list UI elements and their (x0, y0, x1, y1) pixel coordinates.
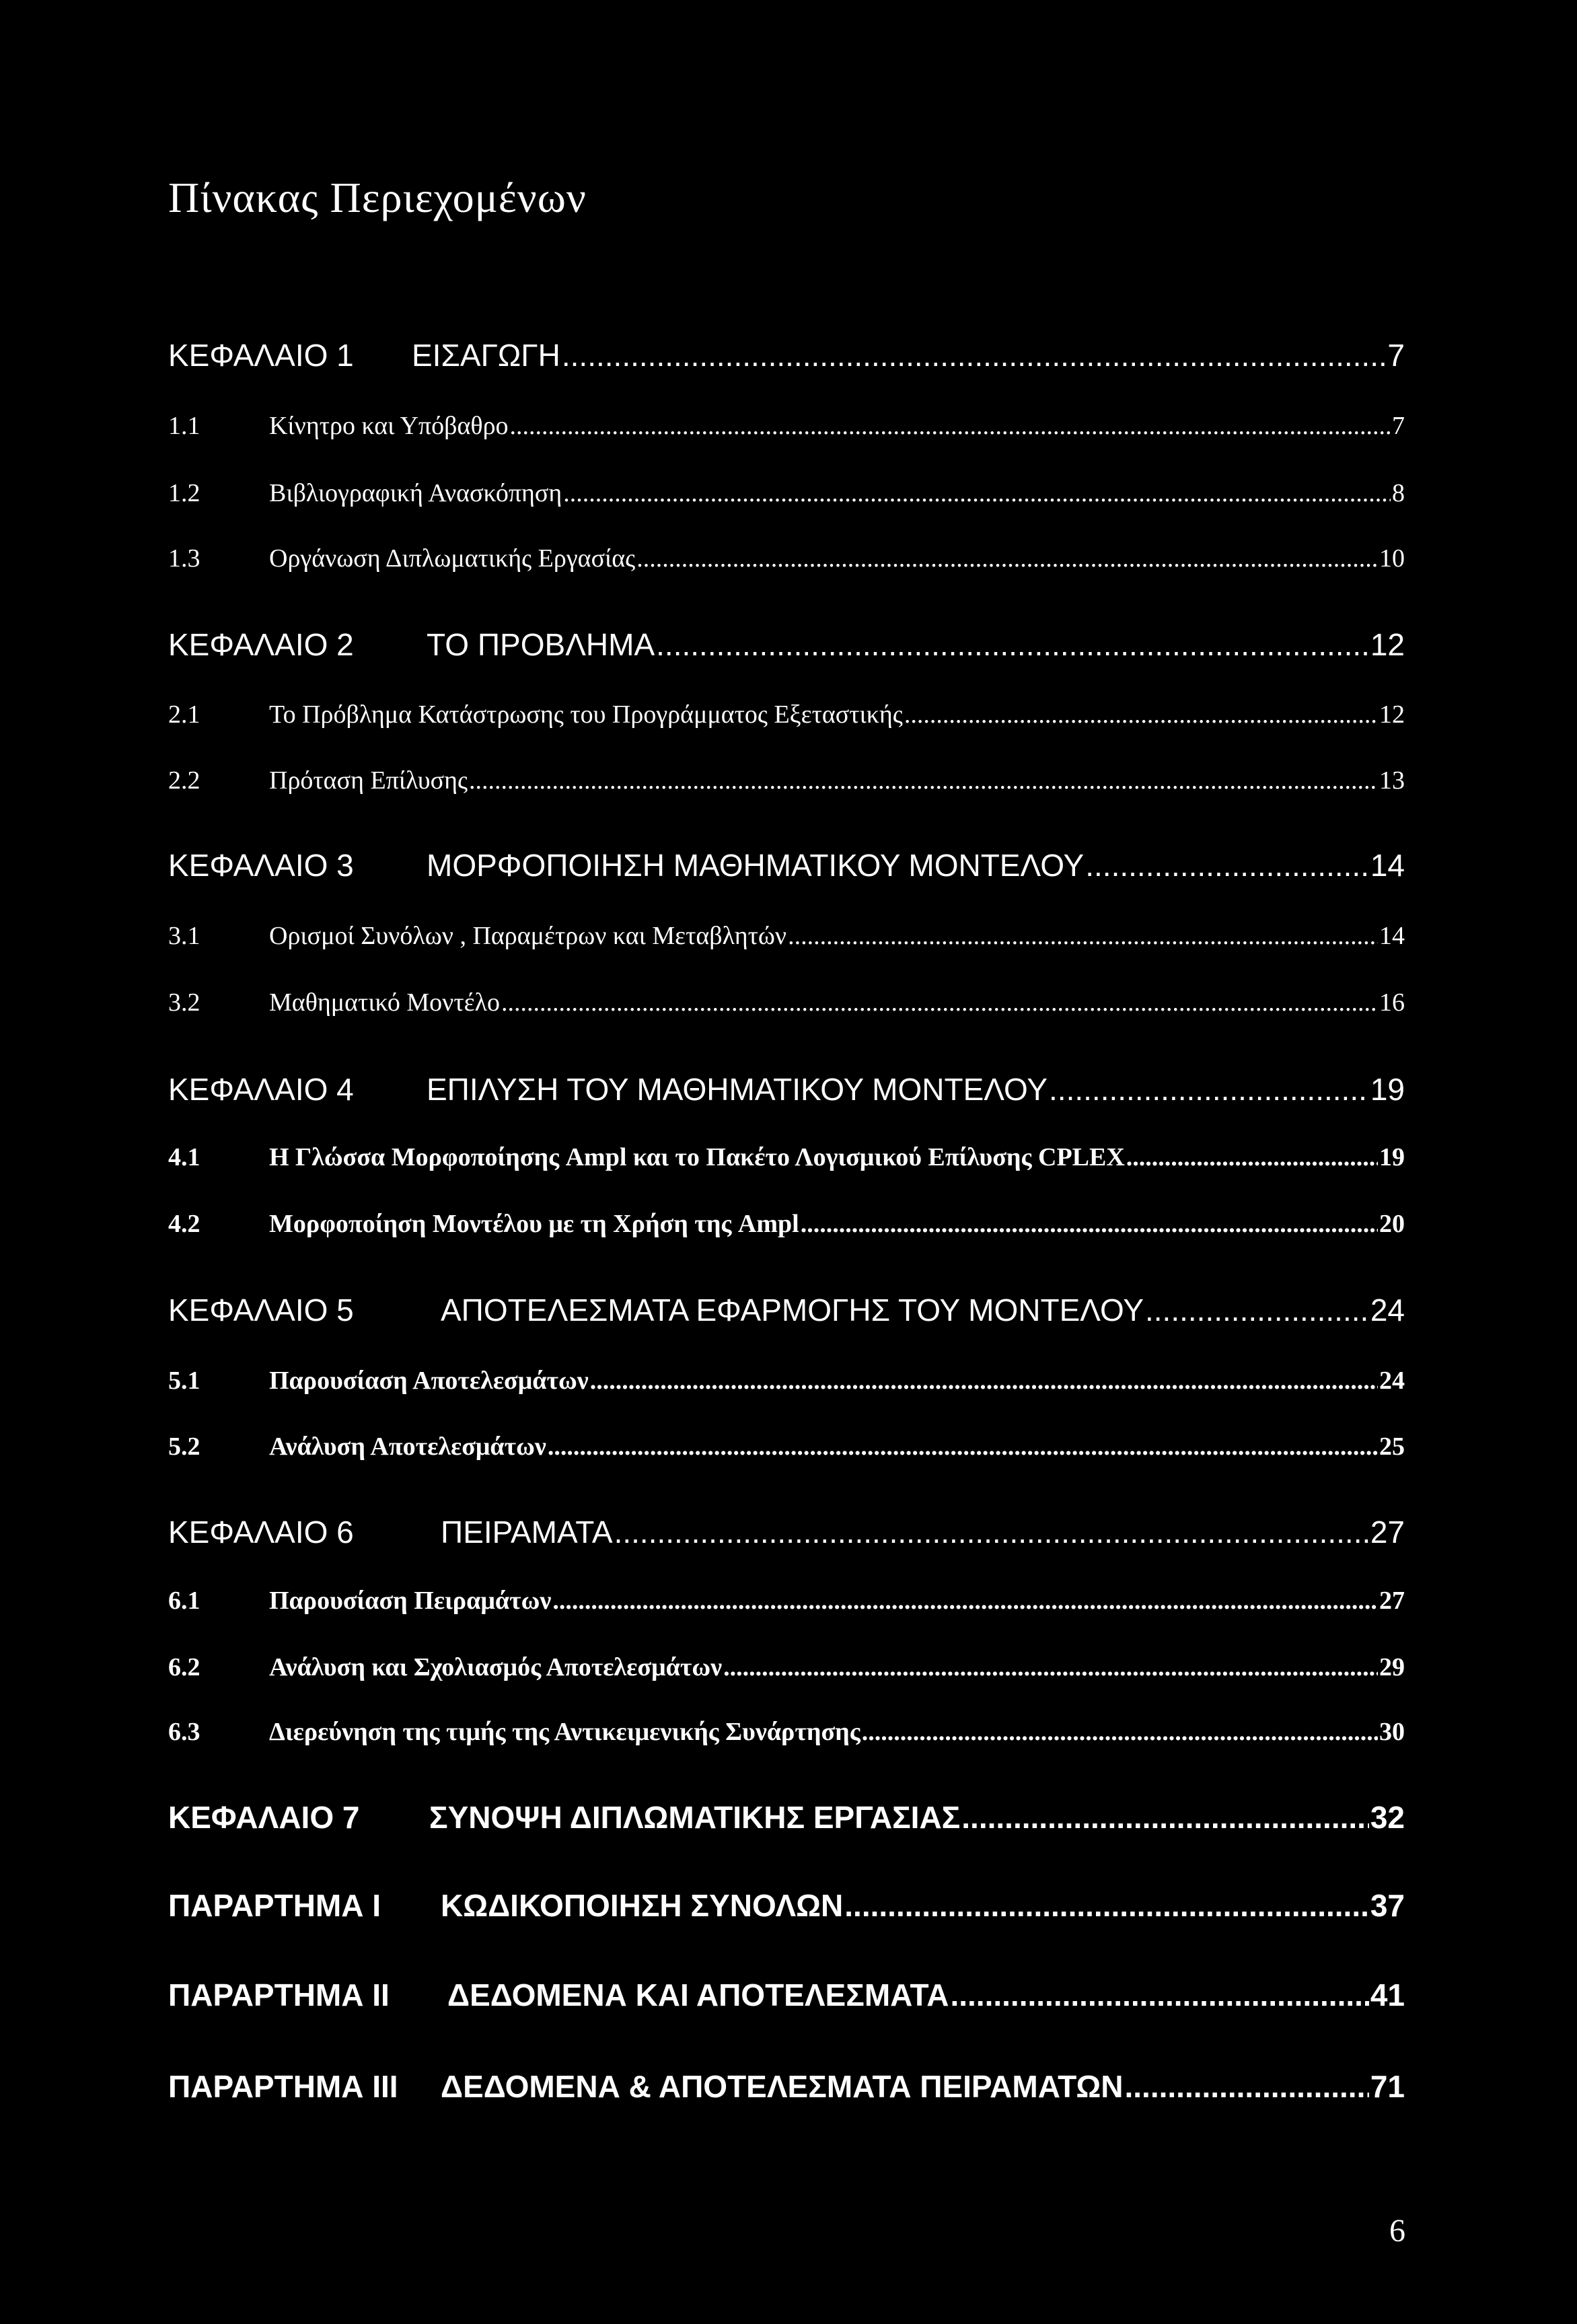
toc-page: 71 (1370, 2069, 1405, 2104)
toc-number: ΚΕΦΑΛΑΙΟ 5 (168, 1293, 354, 1328)
toc-label: ΔΕΔΟΜΕΝΑ ΚΑΙ ΑΠΟΤΕΛΕΣΜΑΤΑ (447, 1977, 949, 2012)
dot-leader (801, 1211, 1378, 1237)
toc-number: 6.1 (168, 1587, 200, 1615)
dot-leader (614, 1517, 1369, 1548)
toc-page: 32 (1370, 1800, 1405, 1835)
toc-page: 12 (1379, 700, 1405, 729)
toc-appendix-3[interactable] (168, 2071, 1405, 2102)
toc-title: Πίνακας Περιεχομένων (168, 174, 587, 221)
toc-number: 5.2 (168, 1432, 200, 1461)
toc-number: 1.3 (168, 544, 200, 573)
dot-leader (501, 990, 1378, 1015)
toc-page: 41 (1370, 1977, 1405, 2012)
toc-section-2-1[interactable] (168, 702, 1405, 727)
page-number: 6 (1389, 2213, 1405, 2249)
toc-number: ΚΕΦΑΛΑΙΟ 7 (168, 1800, 360, 1835)
toc-label: ΑΠΟΤΕΛΕΣΜΑΤΑ ΕΦΑΡΜΟΓΗΣ ΤΟΥ ΜΟΝΤΕΛΟΥ (441, 1293, 1144, 1328)
toc-label: ΣΥΝΟΨΗ ΔΙΠΛΩΜΑΤΙΚΗΣ ΕΡΓΑΣΙΑΣ (429, 1800, 961, 1835)
toc-number: 2.1 (168, 700, 200, 729)
toc-label: ΔΕΔΟΜΕΝΑ & ΑΠΟΤΕΛΕΣΜΑΤΑ ΠΕΙΡΑΜΑΤΩΝ (441, 2069, 1124, 2104)
toc-chapter-6[interactable] (168, 1517, 1405, 1548)
toc-number: 5.1 (168, 1367, 200, 1395)
dot-leader (1085, 850, 1369, 881)
toc-number: ΚΕΦΑΛΑΙΟ 1 (168, 338, 354, 373)
toc-label: Κίνητρο και Υπόβαθρο (269, 412, 509, 440)
toc-number: ΚΕΦΑΛΑΙΟ 4 (168, 1072, 354, 1107)
toc-section-6-3[interactable] (168, 1719, 1405, 1745)
toc-label: ΤΟ ΠΡΟΒΛΗΜΑ (427, 627, 655, 662)
toc-section-6-1[interactable] (168, 1588, 1405, 1613)
toc-number: ΠΑΡΑΡΤΗΜΑ ΙΙΙ (168, 2069, 398, 2104)
dot-leader (961, 1802, 1369, 1833)
toc-number: 6.2 (168, 1653, 200, 1681)
toc-section-2-2[interactable] (168, 768, 1405, 793)
dot-leader (469, 768, 1378, 793)
toc-number: ΚΕΦΑΛΑΙΟ 2 (168, 627, 354, 662)
toc-section-5-2[interactable] (168, 1434, 1405, 1459)
toc-section-1-2[interactable] (168, 480, 1405, 506)
toc-number: 1.2 (168, 479, 200, 507)
toc-label: Οργάνωση Διπλωματικής Εργασίας (269, 544, 636, 573)
dot-leader (1049, 1074, 1369, 1105)
toc-page: 24 (1379, 1367, 1405, 1395)
toc-label: Βιβλιογραφική Ανασκόπηση (269, 479, 562, 507)
dot-leader (844, 1890, 1369, 1921)
toc-label: Το Πρόβλημα Κατάστρωσης του Προγράμματος Εξεταστικής (269, 700, 903, 729)
toc-page: 20 (1379, 1210, 1405, 1238)
dot-leader (1145, 1295, 1369, 1326)
toc-page: 7 (1387, 338, 1405, 373)
toc-page: 16 (1379, 988, 1405, 1017)
toc-number: ΚΕΦΑΛΑΙΟ 6 (168, 1515, 354, 1550)
toc-number: 3.1 (168, 922, 200, 950)
toc-label: ΚΩΔΙΚΟΠΟΙΗΣΗ ΣΥΝΟΛΩΝ (441, 1888, 844, 1923)
toc-section-1-3[interactable] (168, 546, 1405, 571)
toc-section-3-1[interactable] (168, 923, 1405, 949)
toc-label: ΠΕΙΡΑΜΑΤΑ (441, 1515, 613, 1550)
toc-section-4-1[interactable] (168, 1145, 1405, 1170)
toc-number: ΠΑΡΑΡΤΗΜΑ ΙΙ (168, 1977, 390, 2012)
toc-page: 30 (1379, 1718, 1405, 1746)
dot-leader (862, 1719, 1378, 1745)
toc-number: 2.2 (168, 766, 200, 795)
dot-leader (510, 413, 1391, 439)
dot-leader (904, 702, 1378, 727)
toc-page: 27 (1370, 1515, 1405, 1550)
toc-page: 12 (1370, 627, 1405, 662)
dot-leader (590, 1368, 1378, 1393)
toc-label: Μαθηματικό Μοντέλο (269, 988, 500, 1017)
toc-section-6-2[interactable] (168, 1655, 1405, 1680)
toc-label: Ανάλυση Αποτελεσμάτων (269, 1432, 546, 1461)
dot-leader (1126, 1145, 1378, 1170)
toc-chapter-2[interactable] (168, 629, 1405, 660)
toc-label: Ανάλυση και Σχολιασμός Αποτελεσμάτων (269, 1653, 723, 1681)
toc-label: Πρόταση Επίλυσης (269, 766, 468, 795)
dot-leader (788, 923, 1378, 949)
toc-label: Ορισμοί Συνόλων , Παραμέτρων και Μεταβλητών (269, 922, 787, 950)
toc-page: 25 (1379, 1432, 1405, 1461)
dot-leader (656, 629, 1369, 660)
toc-page: 8 (1392, 479, 1405, 507)
toc-chapter-3[interactable] (168, 850, 1405, 881)
toc-appendix-2[interactable] (168, 1977, 1405, 2012)
toc-label: Μορφοποίηση Μοντέλου με τη Χρήση της Ampl (269, 1210, 799, 1238)
dot-leader (1125, 2071, 1369, 2102)
toc-label: Παρουσίαση Πειραμάτων (269, 1587, 552, 1615)
dot-leader (552, 1588, 1378, 1613)
toc-number: 1.1 (168, 412, 200, 440)
toc-number: ΠΑΡΑΡΤΗΜΑ Ι (168, 1888, 381, 1923)
toc-page: 27 (1379, 1587, 1405, 1615)
toc-number: 4.1 (168, 1143, 200, 1171)
toc-label: Διερεύνηση της τιμής της Αντικειμενικής Συνάρτησης (269, 1718, 860, 1746)
toc-number: ΚΕΦΑΛΑΙΟ 3 (168, 848, 354, 883)
toc-section-1-1[interactable] (168, 413, 1405, 439)
toc-number: 3.2 (168, 988, 200, 1017)
dot-leader (636, 546, 1378, 571)
dot-leader (723, 1655, 1378, 1680)
dot-leader (950, 1980, 1368, 2010)
toc-page: 37 (1370, 1888, 1405, 1923)
dot-leader (548, 1434, 1378, 1459)
toc-number: 4.2 (168, 1210, 200, 1238)
toc-page: 19 (1370, 1072, 1405, 1107)
toc-page: 29 (1379, 1653, 1405, 1681)
toc-page: 14 (1379, 922, 1405, 950)
toc-chapter-4[interactable] (168, 1074, 1405, 1105)
toc-section-5-1[interactable] (168, 1368, 1405, 1393)
toc-label: Παρουσίαση Αποτελεσμάτων (269, 1367, 589, 1395)
toc-chapter-7[interactable] (168, 1802, 1405, 1833)
toc-page: 24 (1370, 1293, 1405, 1328)
toc-page: 7 (1392, 412, 1405, 440)
toc-label: ΕΠΙΛΥΣΗ ΤΟΥ ΜΑΘΗΜΑΤΙΚΟΥ ΜΟΝΤΕΛΟΥ (427, 1072, 1048, 1107)
toc-section-3-2[interactable] (168, 990, 1405, 1015)
toc-page: 13 (1379, 766, 1405, 795)
dot-leader (562, 340, 1387, 371)
toc-section-4-2[interactable] (168, 1211, 1405, 1237)
toc-label: Η Γλώσσα Μορφοποίησης Ampl και το Πακέτο Λογισμικού Επίλυσης CPLEX (269, 1143, 1125, 1171)
toc-appendix-1[interactable] (168, 1890, 1405, 1921)
toc-label: ΜΟΡΦΟΠΟΙΗΣΗ ΜΑΘΗΜΑΤΙΚΟΥ ΜΟΝΤΕΛΟΥ (427, 848, 1085, 883)
toc-number: 6.3 (168, 1718, 200, 1746)
toc-page: 19 (1379, 1143, 1405, 1171)
toc-label: ΕΙΣΑΓΩΓΗ (412, 338, 560, 373)
toc-chapter-1[interactable] (168, 340, 1405, 371)
dot-leader (563, 480, 1391, 506)
toc-chapter-5[interactable] (168, 1295, 1405, 1326)
toc-page: 10 (1379, 544, 1405, 573)
toc-page: 14 (1370, 848, 1405, 883)
